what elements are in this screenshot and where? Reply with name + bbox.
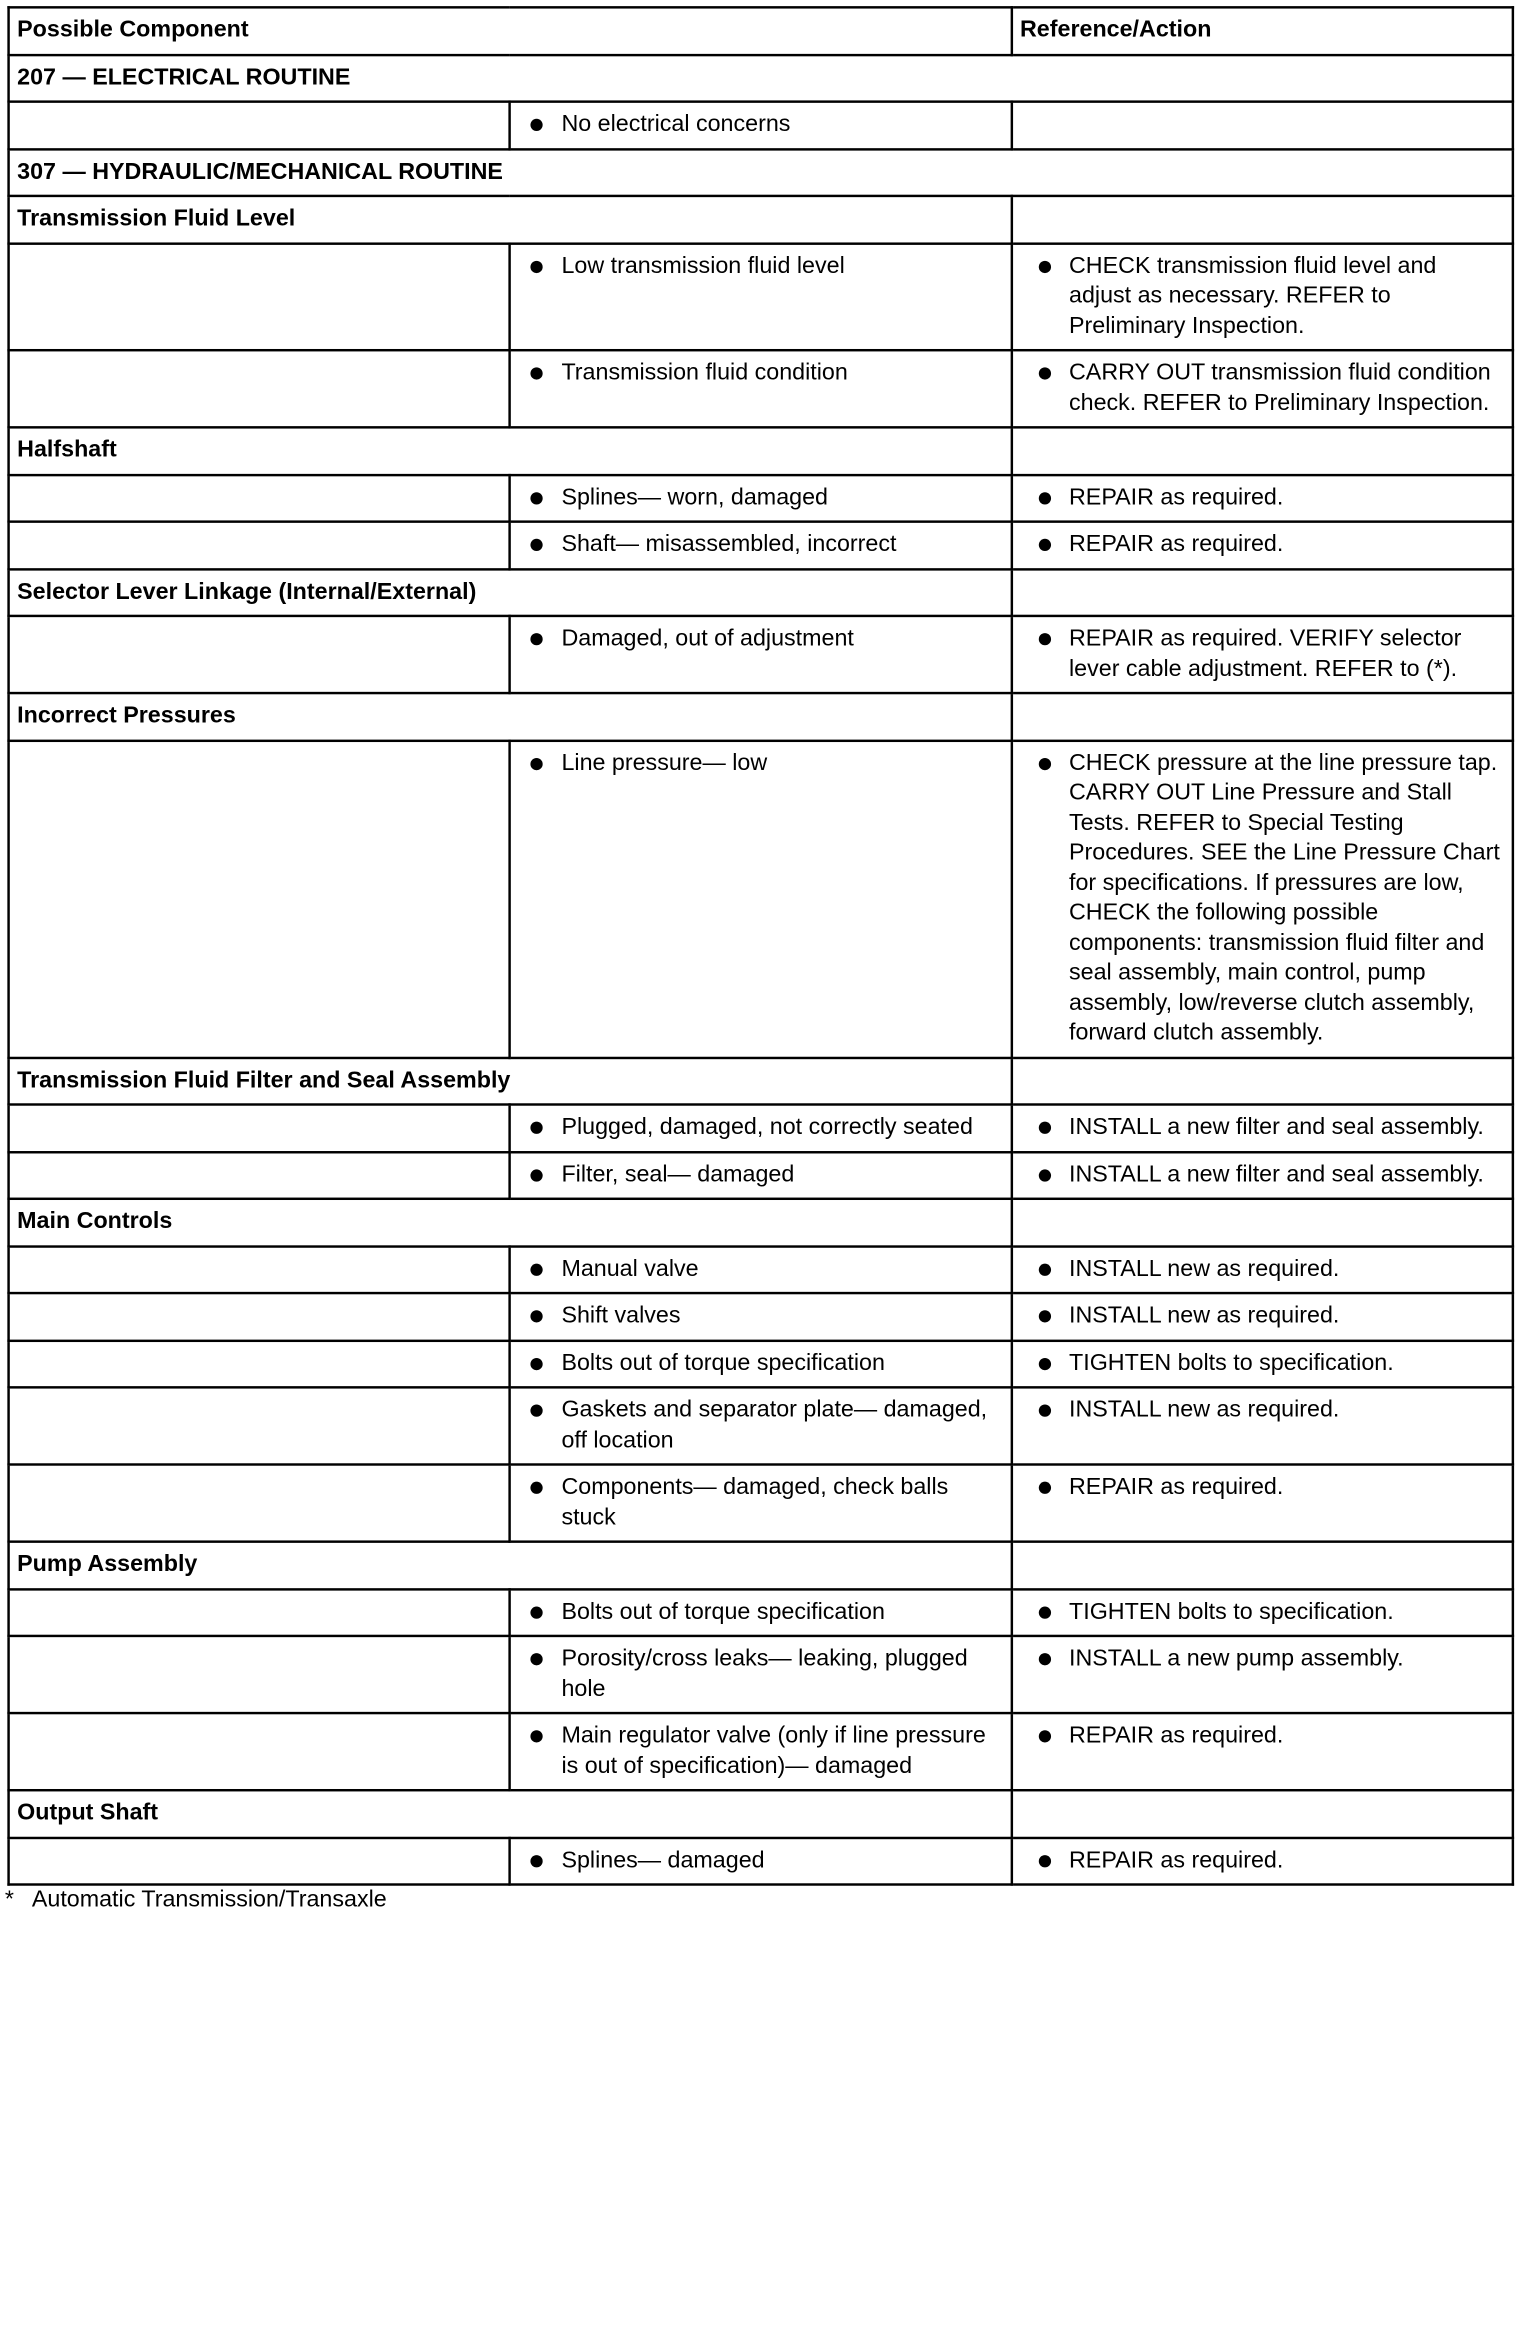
- table-row: [9, 740, 1513, 1057]
- component-cell: [510, 1636, 1011, 1713]
- component-text: Damaged, out of adjustment: [561, 625, 854, 652]
- component-text: Splines— worn, damaged: [561, 484, 828, 511]
- section-row: [9, 54, 1513, 101]
- component-text: Porosity/cross leaks— leaking, plugged hole: [561, 1645, 968, 1702]
- subsection-title: Transmission Fluid Level: [9, 196, 1012, 243]
- empty-action-cell: [1011, 1199, 1512, 1246]
- table-row: [9, 522, 1513, 569]
- action-cell: [1011, 1104, 1512, 1151]
- action-cell: [1011, 1636, 1512, 1713]
- action-bullet: [1020, 1846, 1504, 1876]
- action-bullet: [1020, 749, 1504, 1049]
- table-row: [9, 102, 1513, 149]
- bullet-icon: [531, 1405, 543, 1417]
- component-text: Manual valve: [561, 1255, 699, 1282]
- table-row: [9, 1104, 1513, 1151]
- bullet-icon: [1038, 757, 1050, 769]
- component-cell: [510, 1246, 1011, 1293]
- action-text: TIGHTEN bolts to specification.: [1069, 1350, 1394, 1376]
- table-row: [9, 1246, 1513, 1293]
- component-text: Components— damaged, check balls stuck: [561, 1474, 949, 1531]
- action-text: INSTALL new as required.: [1069, 1255, 1340, 1282]
- component-cell: [510, 740, 1011, 1057]
- empty-action-cell: [1011, 1057, 1512, 1104]
- action-cell: [1011, 522, 1512, 569]
- action-cell: [1011, 1293, 1512, 1340]
- component-cell: [510, 1104, 1011, 1151]
- bullet-icon: [1038, 1405, 1050, 1417]
- bullet-icon: [531, 1310, 543, 1322]
- component-text: Filter, seal— damaged: [561, 1161, 795, 1188]
- component-cell: [510, 1340, 1011, 1387]
- action-cell: [1011, 350, 1512, 427]
- subsection-title: Pump Assembly: [9, 1542, 1012, 1589]
- action-cell: [1011, 1837, 1512, 1884]
- table-header-row: [9, 7, 1513, 54]
- bullet-icon: [531, 539, 543, 551]
- action-text: REPAIR as required.: [1069, 531, 1284, 558]
- bullet-icon: [531, 119, 543, 131]
- component-bullet: [519, 252, 1003, 282]
- component-text: Bolts out of torque specification: [561, 1350, 885, 1376]
- action-bullet: [1020, 359, 1504, 419]
- indent-cell: [9, 474, 510, 521]
- indent-cell: [9, 243, 510, 350]
- action-bullet: [1020, 1349, 1504, 1379]
- component-bullet: [519, 483, 1003, 513]
- table-row: [9, 350, 1513, 427]
- action-text: REPAIR as required.: [1069, 1847, 1284, 1873]
- indent-cell: [9, 1152, 510, 1199]
- indent-cell: [9, 1104, 510, 1151]
- subsection-row: [9, 1199, 1513, 1246]
- action-cell: [1011, 616, 1512, 693]
- bullet-icon: [1038, 539, 1050, 551]
- footnote-text: Automatic Transmission/Transaxle: [31, 1886, 387, 1913]
- bullet-icon: [531, 633, 543, 645]
- bullet-icon: [1038, 1122, 1050, 1134]
- action-text: TIGHTEN bolts to specification.: [1069, 1598, 1394, 1625]
- action-bullet: [1020, 1645, 1504, 1675]
- indent-cell: [9, 1340, 510, 1387]
- component-bullet: [519, 530, 1003, 560]
- action-cell: [1011, 243, 1512, 350]
- subsection-row: [9, 1542, 1513, 1589]
- component-cell: [510, 1589, 1011, 1636]
- indent-cell: [9, 102, 510, 149]
- empty-action-cell: [1011, 569, 1512, 616]
- component-bullet: [519, 359, 1003, 389]
- header-possible-component: Possible Component: [9, 7, 1012, 54]
- bullet-icon: [1038, 1606, 1050, 1618]
- subsection-title: Halfshaft: [9, 427, 1012, 474]
- component-cell: [510, 1152, 1011, 1199]
- component-text: Bolts out of torque specification: [561, 1598, 885, 1625]
- action-bullet: [1020, 1255, 1504, 1285]
- section-title: 207 — ELECTRICAL ROUTINE: [9, 54, 1513, 101]
- action-bullet: [1020, 1160, 1504, 1190]
- action-cell: [1011, 474, 1512, 521]
- subsection-title: Transmission Fluid Filter and Seal Assembly: [9, 1057, 1012, 1104]
- component-bullet: [519, 1645, 1003, 1705]
- component-bullet: [519, 749, 1003, 779]
- component-text: Transmission fluid condition: [561, 360, 848, 386]
- action-cell: [1011, 1387, 1512, 1464]
- action-cell: [1011, 1713, 1512, 1790]
- bullet-icon: [531, 1122, 543, 1134]
- indent-cell: [9, 522, 510, 569]
- bullet-icon: [531, 492, 543, 504]
- indent-cell: [9, 1465, 510, 1542]
- action-text: CARRY OUT transmission fluid condition check. REFER to Preliminary Inspection.: [1069, 360, 1491, 416]
- action-text: INSTALL a new pump assembly.: [1069, 1645, 1404, 1672]
- subsection-row: [9, 427, 1513, 474]
- bullet-icon: [1038, 1169, 1050, 1181]
- table-row: [9, 1465, 1513, 1542]
- action-text: INSTALL a new filter and seal assembly.: [1069, 1114, 1484, 1141]
- component-bullet: [519, 110, 1003, 140]
- component-cell: [510, 616, 1011, 693]
- bullet-icon: [531, 757, 543, 769]
- component-bullet: [519, 1302, 1003, 1332]
- empty-action-cell: [1011, 196, 1512, 243]
- component-text: Shaft— misassembled, incorrect: [561, 531, 897, 558]
- bullet-icon: [531, 1263, 543, 1275]
- action-cell: [1011, 1246, 1512, 1293]
- indent-cell: [9, 740, 510, 1057]
- action-text: REPAIR as required.: [1069, 1474, 1284, 1501]
- component-cell: [510, 1837, 1011, 1884]
- subsection-row: [9, 1790, 1513, 1837]
- table-row: [9, 474, 1513, 521]
- component-bullet: [519, 1396, 1003, 1456]
- action-bullet: [1020, 530, 1504, 560]
- indent-cell: [9, 350, 510, 427]
- bullet-icon: [1038, 1357, 1050, 1369]
- bullet-icon: [1038, 1263, 1050, 1275]
- component-cell: [510, 243, 1011, 350]
- table-row: [9, 1152, 1513, 1199]
- component-text: Gaskets and separator plate— damaged, off location: [561, 1397, 988, 1453]
- action-cell: [1011, 740, 1512, 1057]
- bullet-icon: [1038, 367, 1050, 379]
- table-row: [9, 243, 1513, 350]
- table-row: [9, 1293, 1513, 1340]
- action-cell: [1011, 1340, 1512, 1387]
- table-row: [9, 1340, 1513, 1387]
- empty-action-cell: [1011, 427, 1512, 474]
- bullet-icon: [531, 367, 543, 379]
- bullet-icon: [1038, 1855, 1050, 1867]
- component-cell: [510, 1465, 1011, 1542]
- header-reference-action: Reference/Action: [1011, 7, 1512, 54]
- action-cell: [1011, 102, 1512, 149]
- component-cell: [510, 1713, 1011, 1790]
- component-cell: [510, 102, 1011, 149]
- component-bullet: [519, 1473, 1003, 1533]
- bullet-icon: [1038, 1730, 1050, 1742]
- component-bullet: [519, 1846, 1003, 1876]
- indent-cell: [9, 1387, 510, 1464]
- indent-cell: [9, 1293, 510, 1340]
- indent-cell: [9, 1589, 510, 1636]
- subsection-row: [9, 196, 1513, 243]
- bullet-icon: [531, 1855, 543, 1867]
- action-text: INSTALL a new filter and seal assembly.: [1069, 1161, 1484, 1188]
- bullet-icon: [531, 1169, 543, 1181]
- bullet-icon: [1038, 1310, 1050, 1322]
- bullet-icon: [531, 1606, 543, 1618]
- subsection-title: Main Controls: [9, 1199, 1012, 1246]
- empty-action-cell: [1011, 1542, 1512, 1589]
- action-cell: [1011, 1465, 1512, 1542]
- indent-cell: [9, 1246, 510, 1293]
- component-bullet: [519, 1349, 1003, 1379]
- subsection-row: [9, 569, 1513, 616]
- component-bullet: [519, 1722, 1003, 1782]
- table-row: [9, 1636, 1513, 1713]
- component-cell: [510, 350, 1011, 427]
- section-row: [9, 149, 1513, 196]
- action-bullet: [1020, 1597, 1504, 1627]
- component-text: Splines— damaged: [561, 1847, 765, 1873]
- empty-action-cell: [1011, 693, 1512, 740]
- bullet-icon: [1038, 492, 1050, 504]
- action-text: INSTALL new as required.: [1069, 1397, 1340, 1423]
- indent-cell: [9, 1837, 510, 1884]
- component-text: Main regulator valve (only if line pressure is out of specification)— damaged: [561, 1722, 986, 1779]
- bullet-icon: [1038, 260, 1050, 272]
- action-bullet: [1020, 483, 1504, 513]
- action-text: REPAIR as required.: [1069, 484, 1284, 511]
- component-bullet: [519, 624, 1003, 654]
- action-bullet: [1020, 252, 1504, 342]
- action-bullet: [1020, 1113, 1504, 1143]
- component-cell: [510, 1387, 1011, 1464]
- indent-cell: [9, 1713, 510, 1790]
- component-cell: [510, 1293, 1011, 1340]
- component-text: No electrical concerns: [561, 111, 791, 138]
- footnote-mark: *: [4, 1886, 14, 1913]
- subsection-row: [9, 1057, 1513, 1104]
- component-bullet: [519, 1113, 1003, 1143]
- table-row: [9, 1837, 1513, 1884]
- bullet-icon: [531, 260, 543, 272]
- bullet-icon: [531, 1357, 543, 1369]
- component-text: Shift valves: [561, 1302, 681, 1329]
- component-text: Plugged, damaged, not correctly seated: [561, 1114, 973, 1141]
- bullet-icon: [531, 1653, 543, 1665]
- subsection-title: Output Shaft: [9, 1790, 1012, 1837]
- action-bullet: [1020, 1473, 1504, 1503]
- component-bullet: [519, 1597, 1003, 1627]
- bullet-icon: [1038, 1653, 1050, 1665]
- action-bullet: [1020, 1396, 1504, 1426]
- table-row: [9, 616, 1513, 693]
- action-cell: [1011, 1152, 1512, 1199]
- bullet-icon: [1038, 633, 1050, 645]
- component-bullet: [519, 1255, 1003, 1285]
- action-text: REPAIR as required. VERIFY selector lever cable adjustment. REFER to (*).: [1069, 625, 1462, 682]
- action-bullet: [1020, 1722, 1504, 1752]
- component-bullet: [519, 1160, 1003, 1190]
- action-bullet: [1020, 1302, 1504, 1332]
- bullet-icon: [531, 1482, 543, 1494]
- subsection-title: Selector Lever Linkage (Internal/External): [9, 569, 1012, 616]
- table-row: [9, 1713, 1513, 1790]
- action-bullet: [1020, 624, 1504, 684]
- action-text: REPAIR as required.: [1069, 1722, 1284, 1749]
- indent-cell: [9, 616, 510, 693]
- component-cell: [510, 474, 1011, 521]
- subsection-row: [9, 693, 1513, 740]
- diagnosis-table: [7, 6, 1514, 1886]
- section-title: 307 — HYDRAULIC/MECHANICAL ROUTINE: [9, 149, 1513, 196]
- subsection-title: Incorrect Pressures: [9, 693, 1012, 740]
- table-row: [9, 1387, 1513, 1464]
- action-text: CHECK transmission fluid level and adjust as necessary. REFER to Preliminary Inspection.: [1069, 252, 1437, 339]
- component-text: Line pressure— low: [561, 750, 768, 776]
- bullet-icon: [531, 1730, 543, 1742]
- action-cell: [1011, 1589, 1512, 1636]
- component-text: Low transmission fluid level: [561, 252, 845, 279]
- indent-cell: [9, 1636, 510, 1713]
- bullet-icon: [1038, 1482, 1050, 1494]
- component-cell: [510, 522, 1011, 569]
- action-text: CHECK pressure at the line pressure tap. CARRY OUT Line Pressure and Stall Tests. REFER to Special Testing Procedures. SEE the Line Pressure Chart for specifications. If pressures are low, CHECK the following possible components: transmission fluid filter and seal assembly, main control, pump assembly, low/reverse clutch assembly, forward clutch assembly.: [1069, 750, 1500, 1046]
- footnote: [5, 1886, 387, 1915]
- action-text: INSTALL new as required.: [1069, 1302, 1340, 1329]
- table-row: [9, 1589, 1513, 1636]
- empty-action-cell: [1011, 1790, 1512, 1837]
